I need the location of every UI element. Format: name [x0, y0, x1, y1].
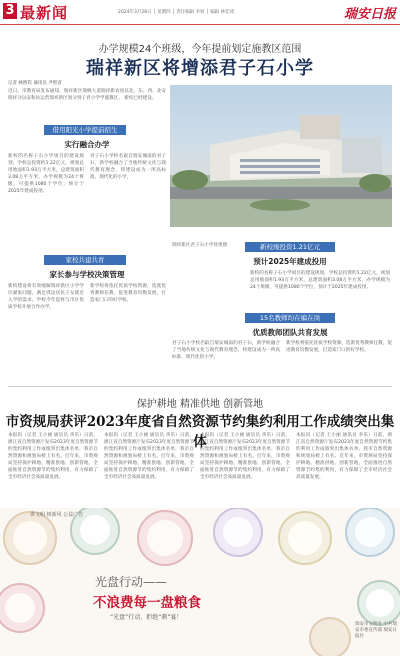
article2-subtitle: 保护耕地 精准供地 创新管地 — [136, 399, 264, 410]
article-body-col2: 君子石小学校名取自瑞安城南的君子石，新学校融合了当地传统文化与现代教育理念，将建设成为一所高标准、现代化的小学。 — [90, 154, 166, 180]
article-body-col3: 新校建设将有效缓解瑞祥新区小学学位紧张问题，满足周边居民子女就近入学的需求。学校今年起将与市区优质学校开展合作办学。 — [8, 284, 84, 310]
article-lead: 近日，市教育局发布通知，瑞祥新区瑞枫大道瑞祥新农园以北，东、西、北安瑞祥分以安和坊运营瑞祥新区划分到子君小学学施教区。 新校已经建设。 — [8, 89, 166, 101]
article2-headline: 市资规局获评2023年度省自然资源节约集约利用工作成绩突出集体 — [5, 414, 395, 450]
issue-meta: 2024年3月28日 │ 星期四 │ 责任编辑 李妍 │ 编辑 林佳琦 — [118, 10, 235, 15]
school-illustration — [170, 85, 392, 227]
article-subtitle: 办学规模24个班级，今年提前划定施教区范围 — [98, 44, 302, 55]
article2-col3: 本报讯（记者 王小丽 通讯员 李乐）日前，浙江省自然资源厅发布2023年度自然资源节约集约利用工作成绩突出集体名单，我市自然资源和规划局榜上有名。近年来，市资规局坚持保护耕地、精准供地、创新管地，全面推进自然资源节约集约利用，有力保障了全市经济社会高质量发展。 — [200, 433, 290, 480]
byline: 记者 林煦钦 通讯员 尹智省 — [8, 81, 62, 86]
section-title: 最新闻 — [20, 4, 69, 22]
box-subheading-2: 家长参与学校决策管理 — [49, 270, 125, 279]
article-body-col4: 新学校将依托优质学校资源，选派优秀教师任教，促进教育均衡发展，打造家门口的好学校。 — [90, 284, 166, 303]
school-rendering-image — [170, 85, 392, 227]
box-subheading-4: 优质教师团队共育发展 — [252, 328, 328, 337]
ad-source: 瑞安市文明办 中共瑞安市委宣传部 瑞安日报社 — [355, 622, 397, 639]
box-heading-4: 15名教师均在编在岗 — [245, 313, 335, 323]
ad-line-1: 光盘行动—— — [95, 575, 168, 589]
divider — [8, 386, 392, 387]
plates-illustration — [0, 508, 400, 656]
article-body-col1: 新校的名称子石小学项目的建设规划，学校总投资约1.22亿元，规划总用地面积1.93万平方米，总建筑面积3.08万平方米，办学规模为24个班级，可提供1080个学位，预计于2025年建成投用。 — [8, 154, 84, 194]
article2-col4: 本报讯（记者 王小丽 通讯员 李乐）日前，浙江省自然资源厅发布2023年度自然资源节约集约利用工作成绩突出集体名单，我市自然资源和规划局榜上有名。近年来，市资规局坚持保护耕地、精准供地、创新管地，全面推进自然资源节约集约利用，有力保障了全市经济社会高质量发展。 — [296, 433, 392, 480]
article-body-col8: 新学校将依托优质学校资源，选派优秀教师任教，促进教育均衡发展，打造家门口的好学校。 — [286, 341, 392, 353]
article-body-col5: 瑞祥新区君子石小学效果图 — [172, 243, 228, 248]
article2-col1: 本报讯（记者 王小丽 通讯员 李乐）日前，浙江省自然资源厅发布2023年度自然资源节约集约利用工作成绩突出集体名单，我市自然资源和规划局榜上有名。近年来，市资规局坚持保护耕地、精准供地、创新管地，全面推进自然资源节约集约利用，有力保障了全市经济社会高质量发展。 — [8, 433, 98, 480]
box-heading-1: 借用阳光小学提前招生 — [44, 125, 126, 135]
article-headline: 瑞祥新区将增添君子石小学 — [86, 58, 314, 79]
article2-col2: 本报讯（记者 王小丽 通讯员 李乐）日前，浙江省自然资源厅发布2023年度自然资源节约集约利用工作成绩突出集体名单，我市自然资源和规划局榜上有名。近年来，市资规局坚持保护耕地、精准供地、创新管地，全面推进自然资源节约集约利用，有力保障了全市经济社会高质量发展。 — [104, 433, 194, 480]
box-subheading-3: 预计2025年建成投用 — [253, 257, 327, 266]
newspaper-logo: 瑞安日报 — [343, 7, 396, 22]
public-service-ad — [0, 508, 400, 656]
page-number: 3 — [3, 3, 17, 19]
article-body-col7: 君子石小学校名取自瑞安城南的君子石，新学校融合了当地传统文化与现代教育理念，将建设成为一所高标准、现代化的小学。 — [172, 341, 280, 360]
ad-line-3: “光盘”行动，拒绝“剩”宴！ — [110, 614, 183, 621]
ad-credit: 讲文明 树新风 公益广告 — [30, 512, 84, 518]
ad-line-2: 不浪费每一盘粮食 — [93, 595, 201, 611]
article-body-col6: 新校的名称子石小学项目的建设规划，学校总投资约1.22亿元，规划总用地面积1.93万平方米，总建筑面积3.08万平方米，办学规模为24个班级，可提供1080个学位，预计于2025年建成投用。 — [250, 271, 390, 290]
box-heading-3: 新校竣投资1.21亿元 — [245, 242, 335, 252]
box-heading-2: 家校共建共育 — [44, 255, 126, 265]
box-subheading-1: 实行融合办学 — [64, 140, 110, 149]
